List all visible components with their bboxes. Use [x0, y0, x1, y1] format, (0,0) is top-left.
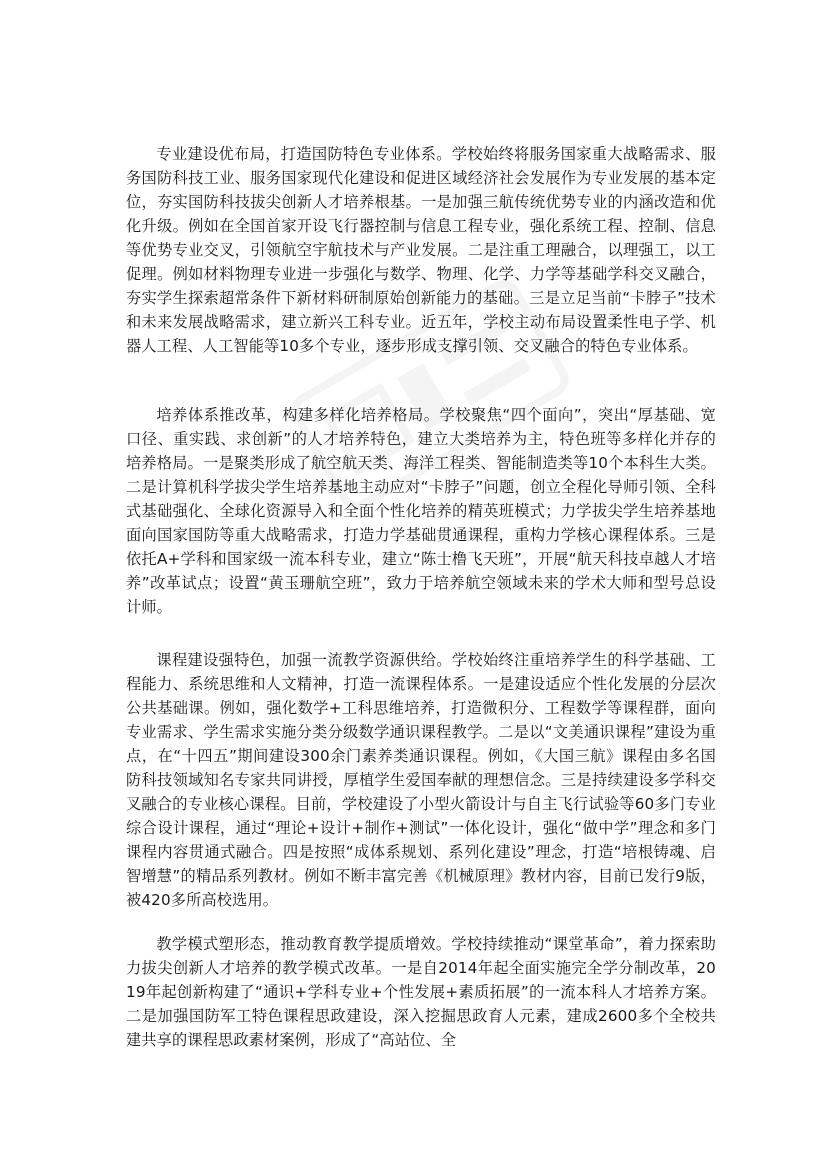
paragraph-specialty-construction: 专业建设优布局，打造国防特色专业体系。学校始终将服务国家重大战略需求、服务国防科技工业、服务国家现代化建设和促进区域经济社会发展作为专业发展的基本定位，夯实国防科技拔尖创新人才培养根基。一是加强三航传统优势专业的内涵改造和优化升级。例如在全国首家开设飞行器控制与信息工程专业，强化系统工程、控制、信息等优势专业交叉，引领航空宇航技术与产业发展。二是注重工理融合，以理强工，以工促理。例如材料物理专业进一步强化与数学、物理、化学、力学等基础学科交叉融合，夯实学生探索超常条件下新材料研制原始创新能力的基础。三是立足当前“卡脖子”技术和未来发展战略需求，建立新兴工科专业。近五年，学校主动布局设置柔性电子学、机器人工程、人工智能等10多个专业，逐步形成支撑引领、交叉融合的特色专业体系。 — [126, 145, 716, 355]
paragraph-teaching-mode: 教学模式塑形态，推动教育教学提质增效。学校持续推动“课堂革命”，着力探索助力拔尖创新人才培养的教学模式改革。一是自2014年起全面实施完全学分制改革，2019年起创新构建了“通识+学科专业+个性发展+素质拓展”的一流本科人才培养方案。二是加强国防军工特色课程思政建设，深入挖掘思政育人元素，建成2600多个全校共建共享的课程思政素材案例，形成了“高站位、全 — [126, 935, 716, 1049]
paragraph-training-system: 培养体系推改革，构建多样化培养格局。学校聚焦“四个面向”，突出“厚基础、宽口径、重实践、求创新”的人才培养特色，建立大类培养为主，特色班等多样化并存的培养格局。一是聚类形成了航空航天类、海洋工程类、智能制造类等10个本科生大类。二是计算机科学拔尖学生培养基地主动应对“卡脖子”问题，创立全程化导师引领、全科式基础强化、全球化资源导入和全面个性化培养的精英班模式；力学拔尖学生培养基地面向国家国防等重大战略需求，打造力学基础贯通课程，重构力学核心课程体系。三是依托A+学科和国家级一流本科专业，建立“陈士橹飞天班”，开展“航天科技卓越人才培养”改革试点；设置“黄玉珊航空班”，致力于培养航空领域未来的学术大师和型号总设计师。 — [126, 406, 716, 616]
paragraph-course-construction: 课程建设强特色，加强一流教学资源供给。学校始终注重培养学生的科学基础、工程能力、系统思维和人文精神，打造一流课程体系。一是建设适应个性化发展的分层次公共基础课。例如，强化数学+工科思维培养，打造微积分、工程数学等课程群，面向专业需求、学生需求实施分类分级数学通识课程教学。二是以“文美通识课程”建设为重点，在“十四五”期间建设300余门素养类通识课程。例如，《大国三航》课程由多名国防科技领域知名专家共同讲授，厚植学生爱国奉献的理想信念。三是持续建设多学科交叉融合的专业核心课程。目前，学校建设了小型火箭设计与自主飞行试验等60多门专业综合设计课程，通过“理论+设计+制作+测试”一体化设计，强化“做中学”理念和多门课程内容贯通式融合。四是按照“成体系规划、系列化建设”理念，打造“培根铸魂、启智增慧”的精品系列教材。例如不断丰富完善《机械原理》教材内容，目前已发行9版，被420多所高校选用。 — [126, 651, 716, 909]
